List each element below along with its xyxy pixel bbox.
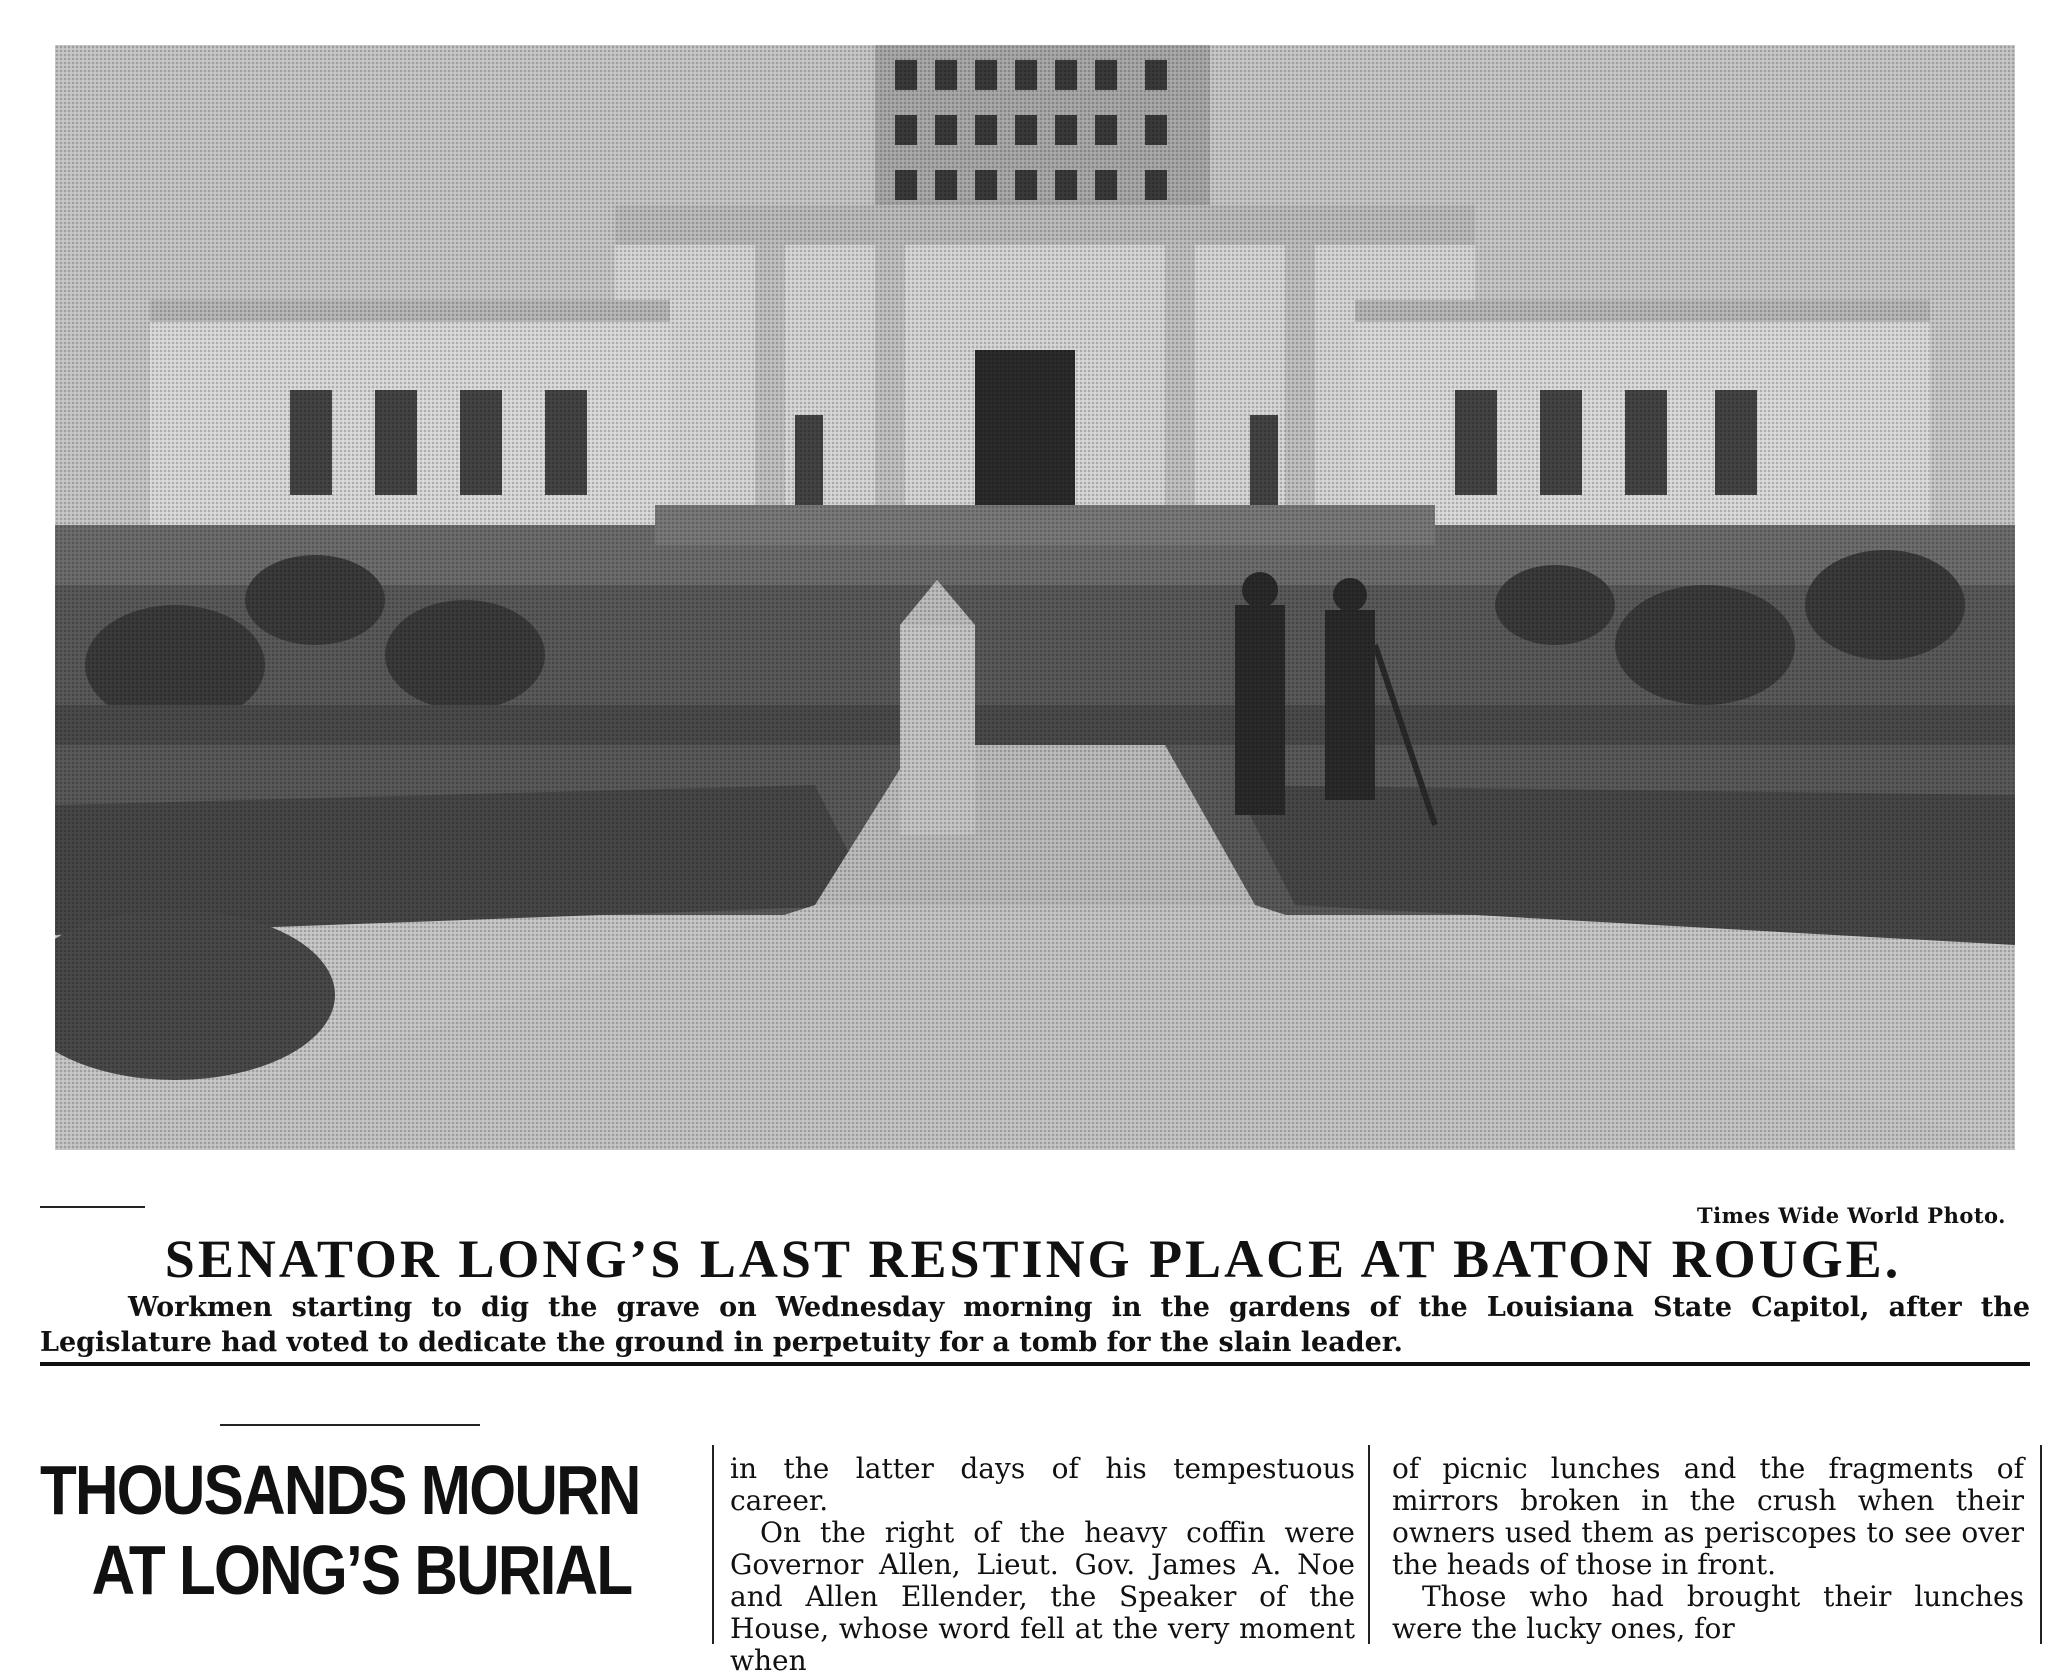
column-rule [1368,1445,1370,1644]
column-rule [2040,1445,2042,1644]
article-column-2 [730,1453,1355,1677]
divider-tick [40,1206,145,1208]
column-2-paragraph-2: On the right of the heavy coffin were Governor Allen, Lieut. Gov. James A. Noe and Allen Ellender, the Speaker of the House, whose word fell at the very moment when [730,1516,1355,1677]
photo-credit: Times Wide World Photo. [1697,1203,2006,1228]
article-headline-line-1: THOUSANDS MOURN [40,1451,640,1529]
caption-rule [40,1362,2030,1366]
capitol-photograph [55,45,2015,1150]
column-2-paragraph-1: in the latter days of his tempestuous career. [730,1452,1355,1517]
column-3-paragraph-2: Those who had brought their lunches were the lucky ones, for [1392,1580,2024,1645]
article-headline [40,1450,640,1610]
headline-rule [220,1424,480,1426]
photo-caption: Workmen starting to dig the grave on Wednesday morning in the gardens of the Louisiana State Capitol, after the Legislature had voted to dedicate the ground in perpetuity for a tomb for the slain leader. [40,1292,2030,1358]
photo-headline: SENATOR LONG’S LAST RESTING PLACE AT BATON ROUGE. [164,1229,1902,1289]
column-rule [712,1445,714,1644]
photo-drawing [55,45,2015,1150]
article-headline-line-2: AT LONG’S BURIAL [91,1531,632,1609]
column-3-paragraph-1: of picnic lunches and the fragments of mirrors broken in the crush when their owners used them as periscopes to see over the heads of those in front. [1392,1452,2024,1581]
article-column-3 [1392,1453,2024,1645]
